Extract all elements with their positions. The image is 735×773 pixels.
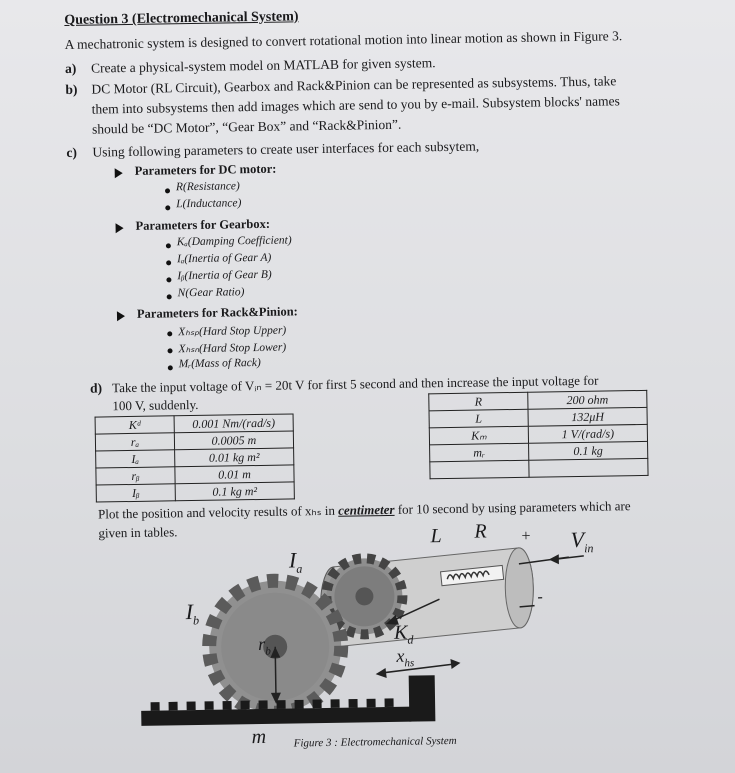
table-cell-value: 0.1 kg <box>529 441 648 460</box>
hard-stop-label: $x_{hs}$ <box>396 645 415 670</box>
item-b-line1: DC Motor (RL Circuit), Gearbox and Rack&Pinion can be represented as subsystems. Thus, take <box>91 73 617 97</box>
table-cell-value: 0.001 Nm/(rad/s) <box>174 414 293 433</box>
param-item: Mᵣ(Mass of Rack) <box>178 356 261 371</box>
table-cell-key: R <box>429 392 528 411</box>
minus-terminal-label: - <box>537 588 543 606</box>
inductor-label: L <box>430 525 442 548</box>
table-cell-value: 0.01 kg m² <box>175 448 294 467</box>
plot-instruction-unit: centimeter <box>338 501 395 518</box>
plus-terminal-label: + <box>520 527 532 545</box>
figure-caption: Figure 3 : Electromechanical System <box>293 734 457 750</box>
param-item: Iₐ(Inertia of Gear A) <box>176 251 272 266</box>
plot-instruction-end: for 10 second by using parameters which are <box>394 498 631 517</box>
plot-instruction-start: Plot the position and velocity results of xₕₛ in <box>97 502 339 522</box>
param-item: N(Gear Ratio) <box>177 286 245 300</box>
item-d-marker: d) <box>89 380 103 396</box>
item-a-marker: a) <box>64 60 77 76</box>
question-title: Question 3 (Electromechanical System) <box>64 9 299 28</box>
param-item: Xₕₛₚ(Hard Stop Upper) <box>178 324 287 339</box>
table-cell-key: L <box>429 409 528 428</box>
table-cell-key: rₐ <box>95 433 174 451</box>
item-d-line1: Take the input voltage of Vᵢₙ = 20t V for first 5 second and then increase the input voltage for <box>111 372 599 396</box>
table-cell-value: 132μH <box>528 407 647 426</box>
resistor-label: R <box>474 520 487 543</box>
table-cell-value: 1 V/(rad/s) <box>528 424 647 443</box>
input-voltage-label: $V_{in}$ <box>570 526 594 556</box>
item-b-line3: should be “DC Motor”, “Gear Box” and “Rack&Pinion”. <box>91 116 402 137</box>
inertia-b-label: $I_b$ <box>185 599 200 628</box>
inertia-a-label: $I_a$ <box>288 547 303 576</box>
radius-b-label: $r_b$ <box>257 633 271 658</box>
plot-instruction-line2: given in tables. <box>98 524 178 541</box>
group-heading: Parameters for DC motor: <box>134 161 277 178</box>
table-cell-key: rᵦ <box>96 467 175 485</box>
param-item: L(Inductance) <box>176 197 242 211</box>
item-d-line2: 100 V, suddenly. <box>112 396 199 414</box>
table-cell-key: Kᵈ <box>95 416 174 434</box>
table-cell-value: 200 ohm <box>528 390 647 409</box>
xhs-arrow <box>380 664 455 673</box>
item-c-marker: c) <box>66 144 78 160</box>
table-cell-key: Kₘ <box>429 426 528 445</box>
damping-label: $K_d$ <box>393 621 414 647</box>
intro-text: A mechatronic system is designed to convert rotational motion into linear motion as shown in Figure 3. <box>64 28 623 52</box>
table-cell-key: Iᵦ <box>96 484 175 502</box>
table-cell-value: 0.1 kg m² <box>175 482 294 501</box>
param-item: Xₕₛₙ(Hard Stop Lower) <box>178 341 287 356</box>
item-b-line2: them into subsystems then add images which are send to you by e-mail. Subsystem blocks' names <box>91 93 620 117</box>
table-cell-key: Iₐ <box>96 450 175 468</box>
table-cell-value: 0.0005 m <box>174 431 293 450</box>
param-item: Iᵦ(Inertia of Gear B) <box>177 268 272 283</box>
item-b-marker: b) <box>65 81 78 97</box>
group-heading: Parameters for Gearbox: <box>135 216 271 233</box>
group-heading: Parameters for Rack&Pinion: <box>136 304 298 321</box>
param-item: Kₐ(Damping Coefficient) <box>176 234 292 249</box>
table-cell-key: mᵣ <box>430 443 529 462</box>
item-c-text: Using following parameters to create user interfaces for each subsytem, <box>92 138 480 160</box>
item-a-text: Create a physical-system model on MATLAB for given system. <box>90 55 436 76</box>
gear-b <box>208 580 342 714</box>
mass-label: m <box>251 725 267 749</box>
table-cell-value: 0.01 m <box>175 465 294 484</box>
param-item: R(Resistance) <box>175 180 240 194</box>
